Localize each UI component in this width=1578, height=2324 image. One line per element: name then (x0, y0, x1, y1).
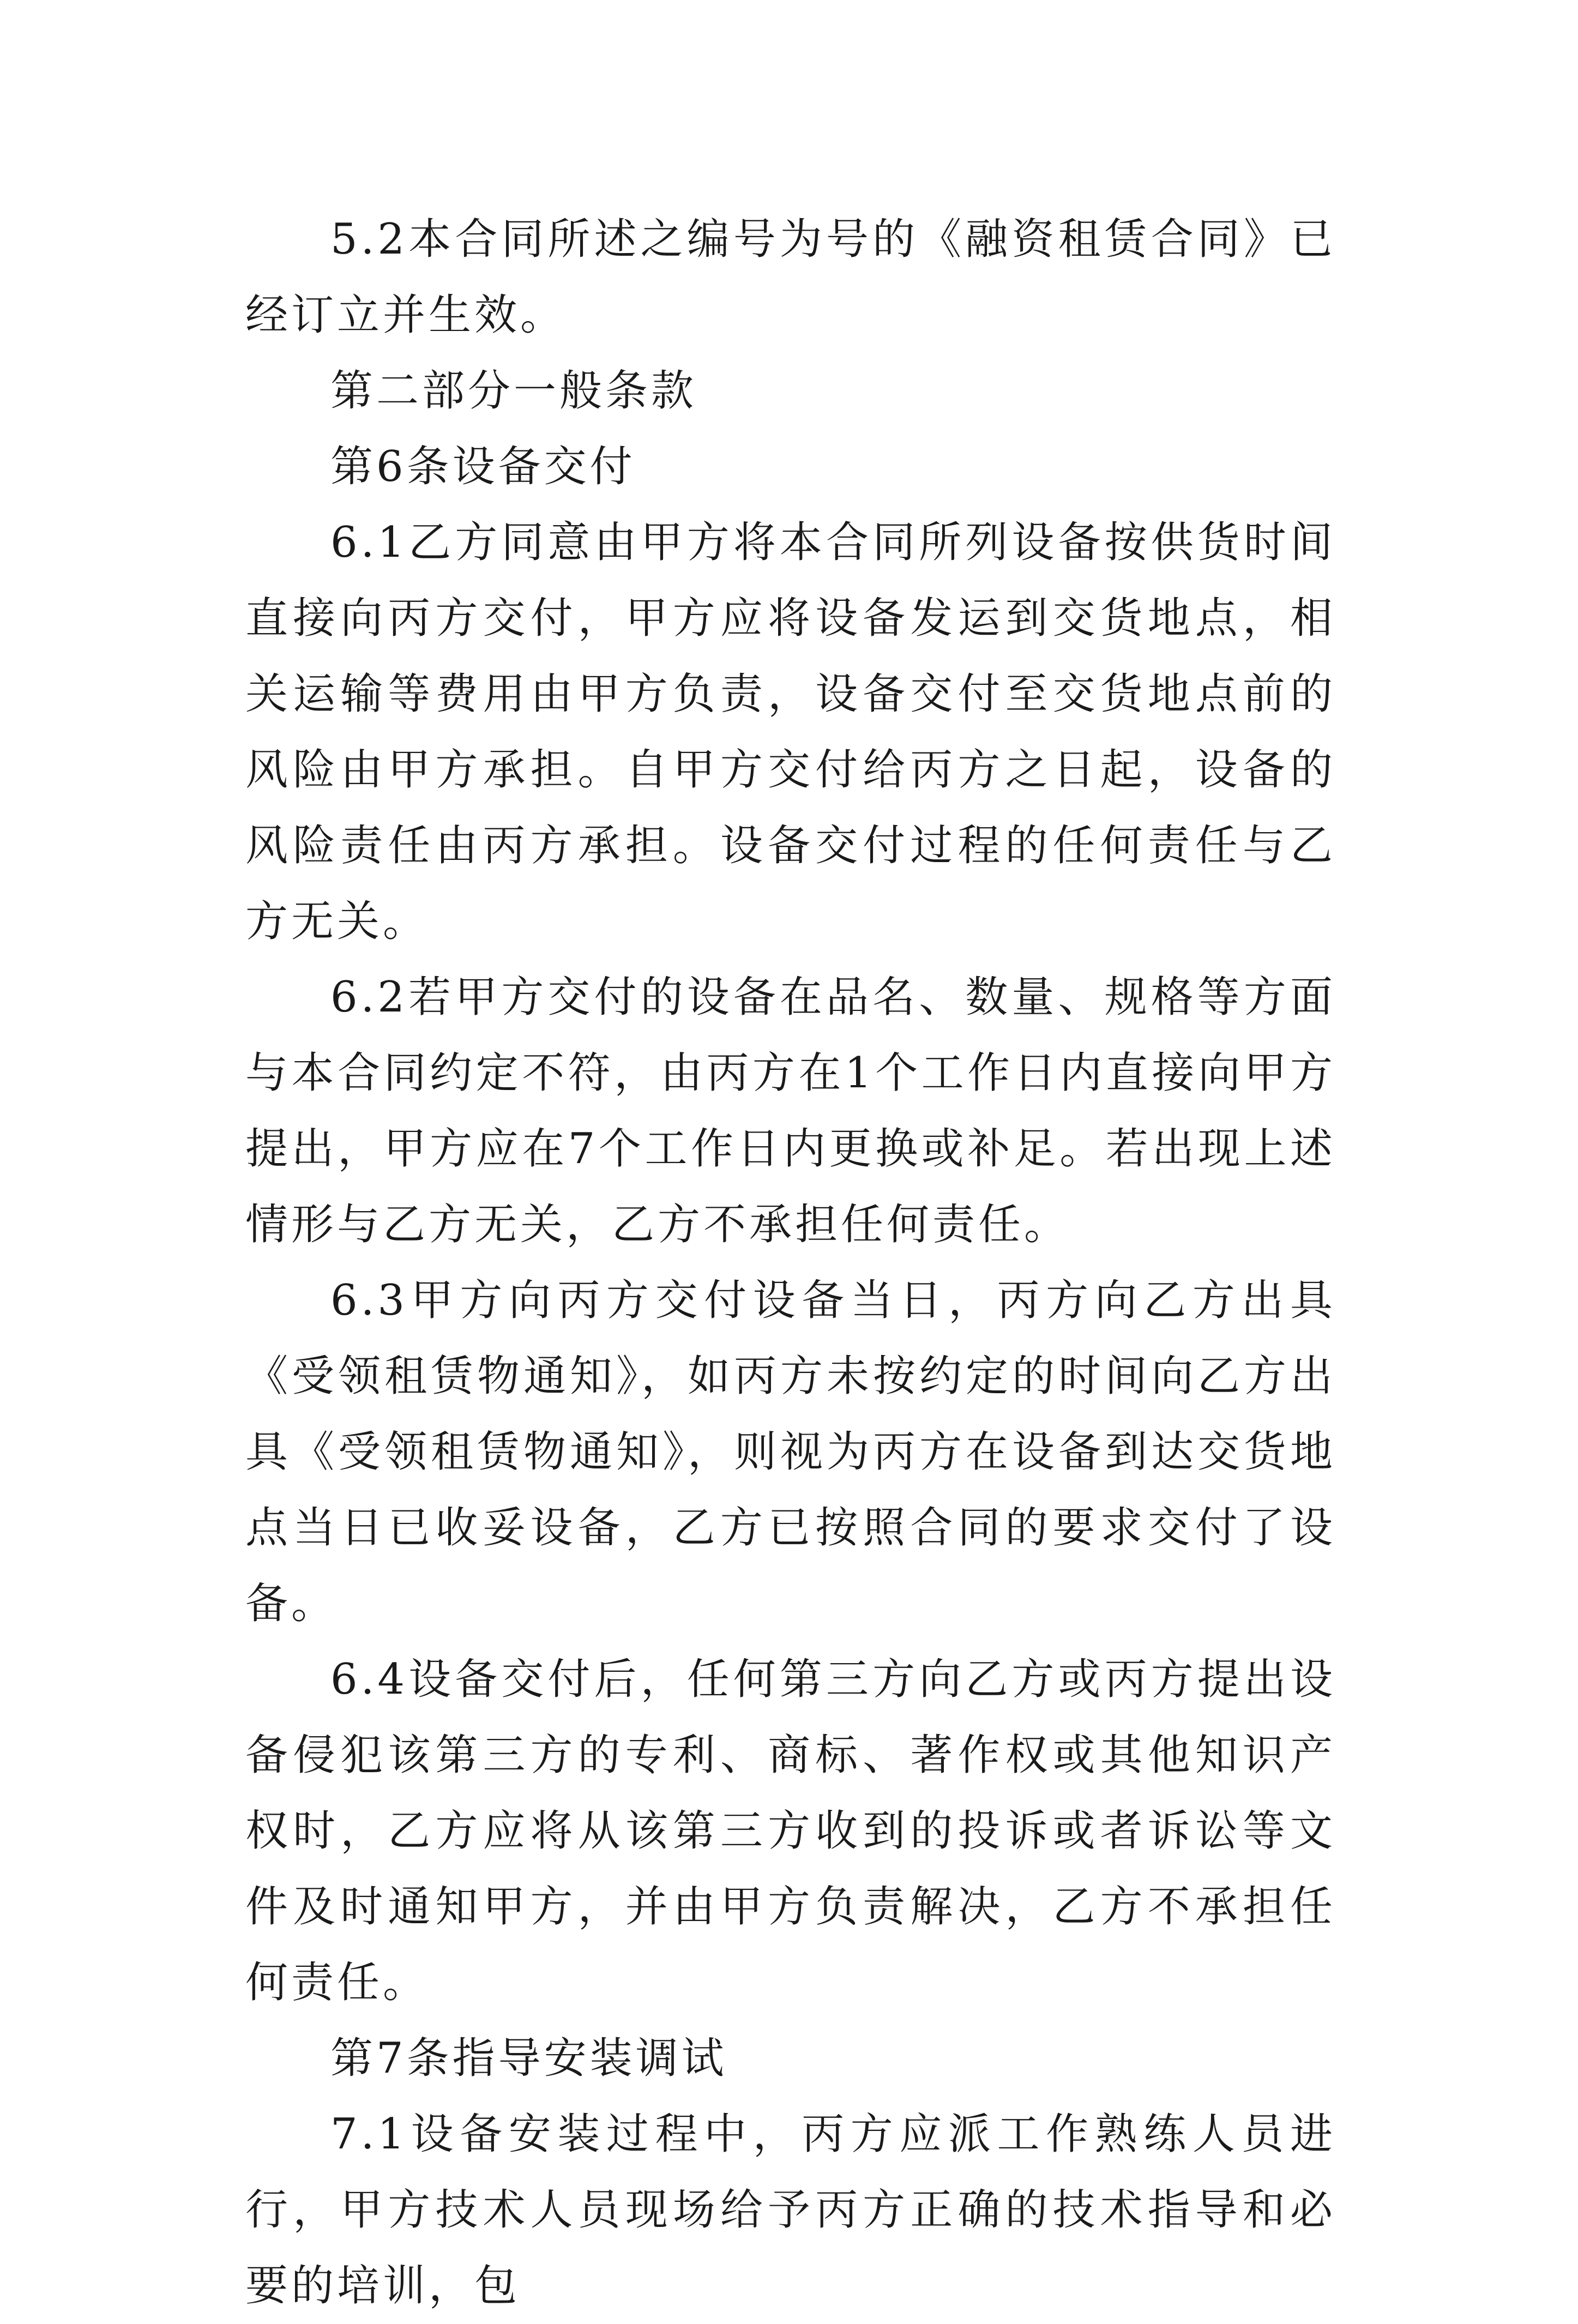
part-two-heading: 第二部分一般条款 (330, 366, 697, 416)
clause-6-3: 6.3甲方向丙方交付设备当日，丙方向乙方出具《受领租赁物通知》，如丙方未按约定的时间向乙方出具《受领租赁物通知》，则视为丙方在设备到达交货地点当日已收妥设备，乙方已按照合同的要求交付了设备。 (245, 1276, 1336, 1628)
clause-6-2: 6.2若甲方交付的设备在品名、数量、规格等方面与本合同约定不符，由丙方在1个工作日内直接向甲方提出，甲方应在7个工作日内更换或补足。若出现上述情形与乙方无关，乙方不承担任何责任。 (245, 973, 1336, 1249)
document-page (245, 202, 1336, 2324)
clause-6-4: 6.4设备交付后，任何第三方向乙方或丙方提出设备侵犯该第三方的专利、商标、著作权或其他知识产权时，乙方应将从该第三方收到的投诉或者诉讼等文件及时通知甲方，并由甲方负责解决，乙方不承担任何责任。 (245, 1655, 1336, 2007)
clause-6-1: 6.1乙方同意由甲方将本合同所列设备按供货时间直接向丙方交付，甲方应将设备发运到交货地点，相关运输等费用由甲方负责，设备交付至交货地点前的风险由甲方承担。自甲方交付给丙方之日起，设备的风险责任由丙方承担。设备交付过程的任何责任与乙方无关。 (245, 518, 1336, 946)
article-7-heading: 第7条指导安装调试 (330, 2034, 727, 2083)
clause-5-2: 5.2本合同所述之编号为号的《融资租赁合同》已经订立并生效。 (245, 215, 1336, 340)
clause-7-1: 7.1设备安装过程中，丙方应派工作熟练人员进行，甲方技术人员现场给予丙方正确的技术指导和必要的培训，包 (245, 2110, 1336, 2310)
article-6-heading: 第6条设备交付 (330, 442, 636, 491)
